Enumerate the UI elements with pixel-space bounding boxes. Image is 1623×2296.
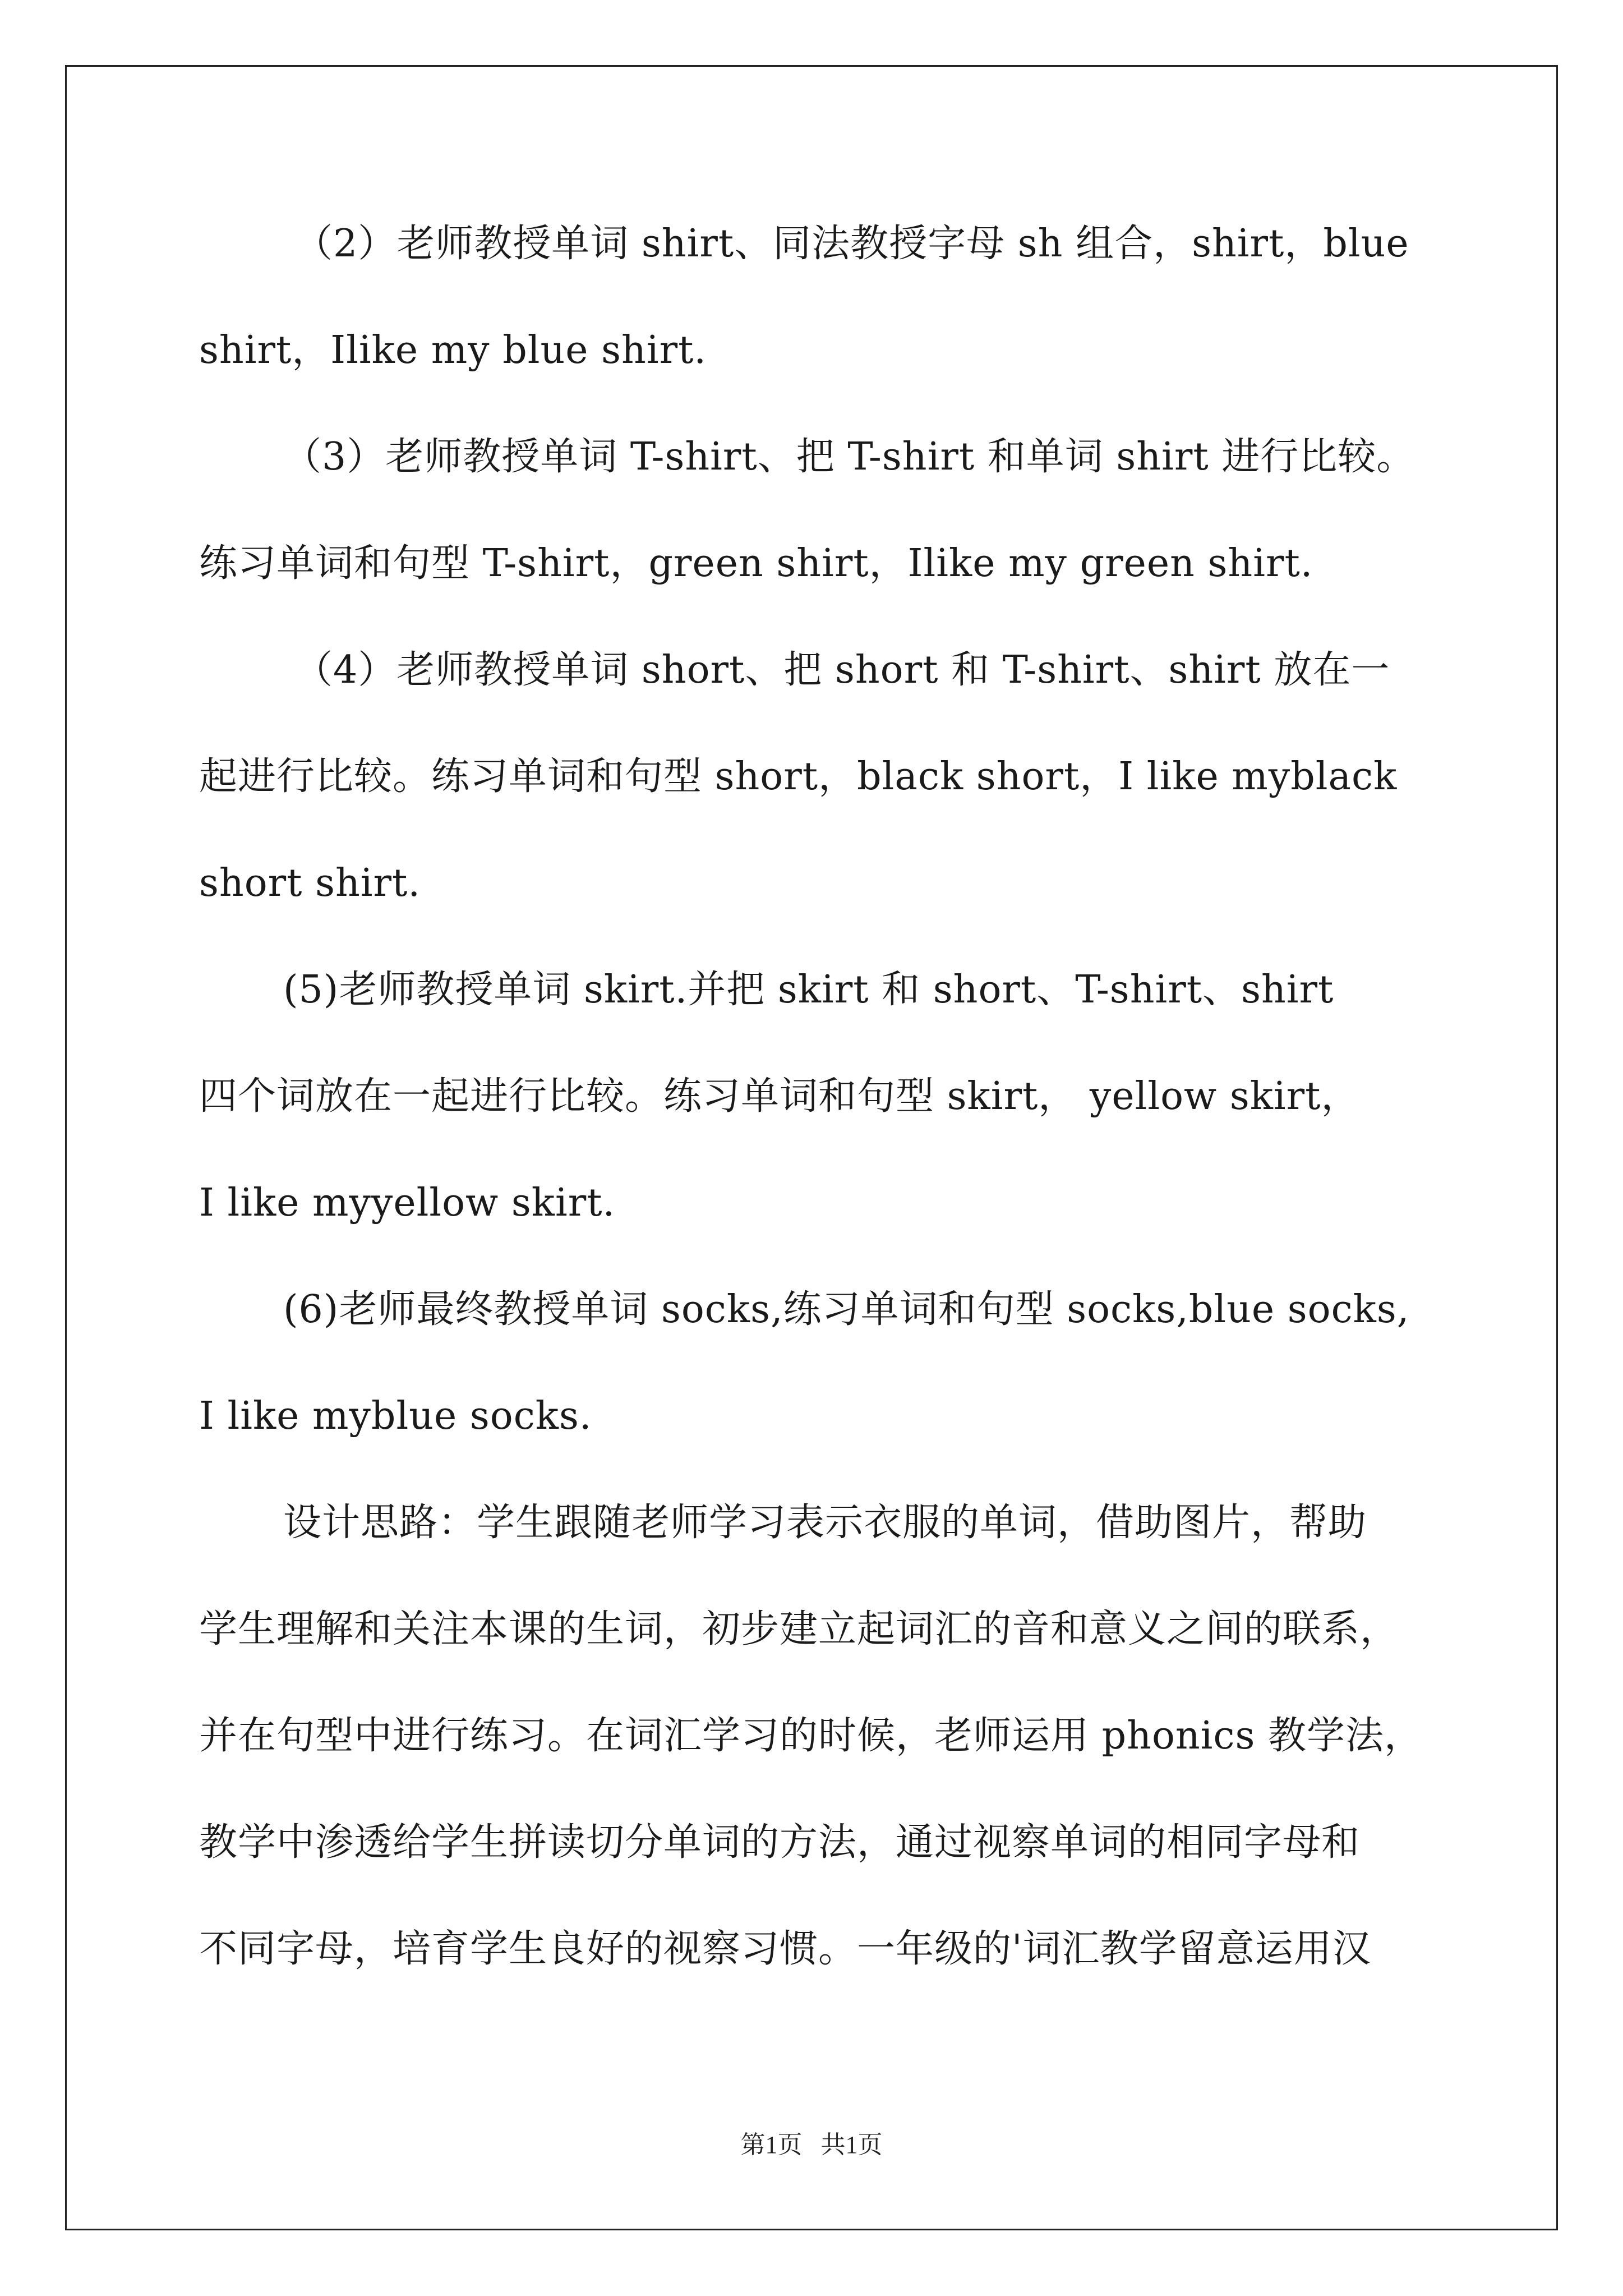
text-line: I like myyellow skirt. (199, 1181, 616, 1225)
text-line: short shirt. (199, 861, 421, 905)
text-line: I like myblue socks. (199, 1394, 592, 1438)
text-line: 设计思路：学生跟随老师学习表示衣服的单词，借助图片，帮助 (283, 1501, 1367, 1545)
page-border (65, 65, 1558, 2230)
page-number: 第1页 共1页 (740, 2131, 883, 2159)
text-line: （3）老师教授单词 T-shirt、把 T-shirt 和单词 shirt 进行比较。 (283, 435, 1415, 479)
text-line: 四个词放在一起进行比较。练习单词和句型 skirt， yellow skirt， (199, 1074, 1360, 1119)
text-line: (5)老师教授单词 skirt.并把 skirt 和 short、T-shirt、shirt (283, 968, 1334, 1012)
text-line: 并在句型中进行练习。在词汇学习的时候，老师运用 phonics 教学法， (199, 1714, 1423, 1758)
text-line: 不同字母，培育学生良好的视察习惯。一年级的'词汇教学留意运用汉 (199, 1927, 1371, 1971)
text-line: 练习单词和句型 T-shirt，green shirt，Ilike my green shirt. (199, 541, 1313, 586)
text-line: （4）老师教授单词 short、把 short 和 T-shirt、shirt 放在一 (294, 648, 1390, 692)
text-line: 学生理解和关注本课的生词，初步建立起词汇的音和意义之间的联系， (199, 1607, 1399, 1651)
text-line: (6)老师最终教授单词 socks,练习单词和句型 socks,blue socks, (283, 1287, 1410, 1332)
text-line: （2）老师教授单词 shirt、同法教授字母 sh 组合，shirt，blue (294, 222, 1409, 266)
text-line: 起进行比较。练习单词和句型 short，black short，I like myblack (199, 754, 1398, 799)
text-line: 教学中渗透给学生拼读切分单词的方法，通过视察单词的相同字母和 (199, 1820, 1361, 1865)
text-line: shirt，Ilike my blue shirt. (199, 328, 707, 372)
